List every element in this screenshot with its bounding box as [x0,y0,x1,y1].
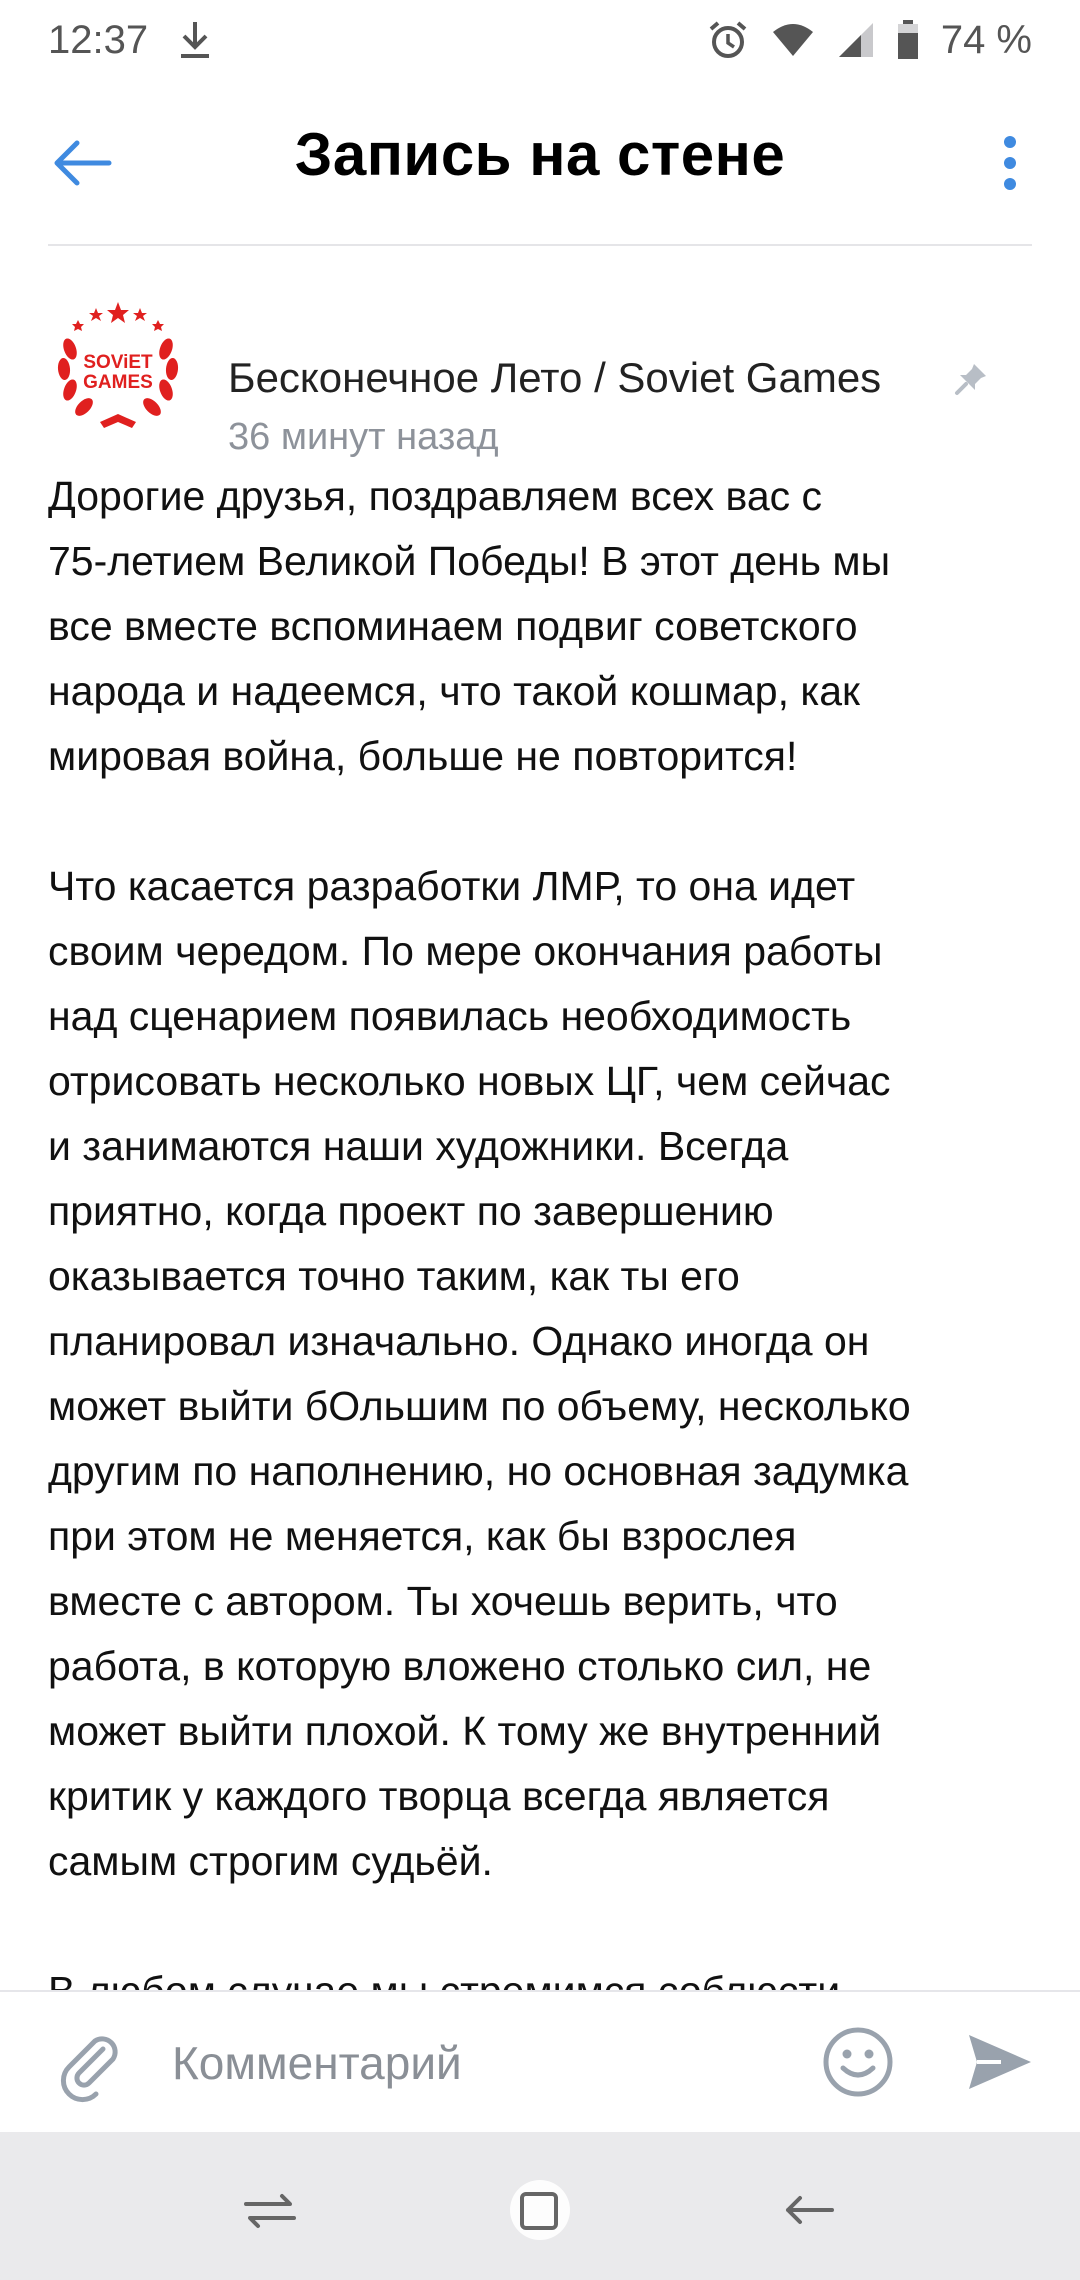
attach-button[interactable] [50,2022,130,2102]
soviet-games-logo [48,294,188,434]
home-icon [508,2178,572,2242]
send-icon [967,2031,1033,2093]
alarm-icon [707,19,749,61]
post-time: 36 минут назад [228,416,499,458]
battery-icon [897,20,919,60]
app-header [0,80,1080,246]
battery-percent: 74 % [940,17,1032,62]
wifi-icon [771,22,815,58]
signal-icon [837,21,875,59]
page-title: Запись на стене [294,121,786,188]
pin-icon [954,360,990,401]
send-button[interactable] [960,2022,1040,2102]
home-button[interactable] [500,2170,580,2250]
system-back-button[interactable] [770,2170,850,2250]
system-nav-bar [0,2132,1080,2280]
status-bar [0,0,1080,80]
back-arrow-icon [782,2190,838,2230]
paperclip-icon [55,2027,125,2097]
more-vertical-icon [1003,135,1017,191]
status-bar-left [48,18,212,63]
emoji-button[interactable] [818,2022,898,2102]
smile-icon [822,2026,894,2098]
post-paragraph: Что касается разработки ЛМР, то она идет своим чередом. По мере окончания работы над сценарием появилась необходимость отрисовать несколько новых ЦГ, чем сейчас и занимаются наши художники. Всегда приятно, когда проект по завершению оказывается точно таким, как ты его планировал изначально. Однако иногда он может выйти бОльшим по объему, несколько другим по наполнению, но основная задумка при этом не меняется, как бы взрослея вместе с автором. Ты хочешь верить, что работа, в которую вложено столько сил, не может выйти плохой. К тому же внутренний критик у каждого творца всегда является самым строгим судьёй. [48,863,911,1884]
post-paragraph: Дорогие друзья, поздравляем всех вас с 75-летием Великой Победы! В этот день мы все вместе вспоминаем подвиг советского народа и надеемся, что такой кошмар, как мировая война, больше не повторится! [48,473,891,779]
avatar[interactable] [48,294,188,434]
post-author-row [48,294,1032,458]
recents-button[interactable] [230,2170,310,2250]
comment-input[interactable] [170,2026,774,2100]
logo-text-top: SOViET [83,352,153,373]
comment-bar [0,1990,1080,2132]
status-bar-right [707,18,1032,63]
post-author-name[interactable]: Бесконечное Лето / Soviet Games [228,354,882,401]
more-options-button[interactable] [990,128,1030,198]
wall-post [0,246,1080,1990]
logo-text-bottom: GAMES [83,372,153,393]
download-icon [178,20,212,60]
status-time: 12:37 [48,17,149,62]
recents-icon [242,2190,298,2230]
post-text [48,464,1038,2089]
